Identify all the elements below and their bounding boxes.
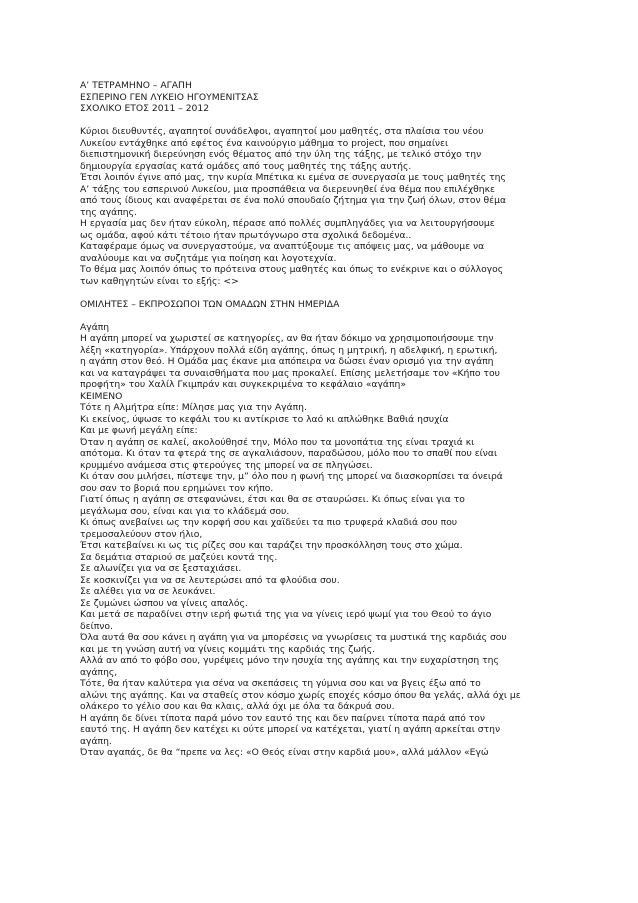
body-line: αγάπη. [80, 735, 112, 747]
body-line: σου σαν το βοριά που ερημώνει τον κήπο. [80, 482, 274, 494]
body-line: μεγάλωμα σου, είναι και για το κλάδεμά σου. [80, 505, 290, 517]
body-line: Όταν αγαπάς, δε θα “πρεπε να λες: «Ο Θεός είναι στην καρδιά μου», αλλά μάλλον «Εγώ [80, 747, 489, 758]
intro-line: από τους ίδιους και αναφέρεται σε ένα πολύ σπουδαίο ζήτημα για την ζωή όλων, στον θέμα [80, 195, 507, 206]
body-line: Κι όταν σου μιλήσει, πίστεψε την, μ” όλο που η φωνή της μπορεί να διασκορπίσει τα όνειρά [80, 471, 503, 482]
body-line: Και μετά σε παραδίνει στην ιερή φωτιά της για να γίνεις ιερό ψωμί για του Θεού το άγιο [80, 609, 492, 620]
body-line: κρυμμένο ανάμεσα στις φτερούγες της μπορεί να σε πληγώσει. [80, 459, 373, 471]
intro-line: των καθηγητών είναι το εξής: <> [80, 275, 239, 287]
document-header [80, 80, 560, 115]
body-line: λέξη «κατηγορία». Υπάρχουν πολλά είδη αγάπης, όπως η μητρική, η αδελφική, η ερωτική, [80, 344, 498, 356]
body-line: απότομα. Κι όταν τα φτερά της σε αγκαλιάσουν, παραδώσου, μόλο που το σπαθί που είναι [80, 448, 498, 459]
header-line: ΕΣΠΕΡΙΝΟ ΓΕΝ ΛΥΚΕΙΟ ΗΓΟΥΜΕΝΙΤΣΑΣ [80, 91, 259, 103]
intro-line: ως ομάδα, αφού κάτι τέτοιο ήταν πρωτόγνωρο στα σχολικά δεδομένα.. [80, 229, 412, 241]
body-line: προφήτη» του Χαλίλ Γκιμπράν και συγκεκριμένα το κεφάλαιο «αγάπη» [80, 379, 406, 390]
body-line: ΚΕΙΜΕΝΟ [80, 390, 123, 402]
intro-line: διεπιστημονική διερεύνηση ενός θέματος από την ύλη της τάξης, με τελικό στόχο την [80, 149, 482, 160]
body-line: Τότε, θα ήταν καλύτερα για σένα να σκεπάσεις τη γύμνια σου και να βγεις έξω από το [80, 678, 481, 689]
intro-line: Το θέμα μας λοιπόν όπως το πρότεινα στους μαθητές και όπως το ενέκρινε και ο σύλλογος [80, 264, 504, 275]
body-line: και με τη γνώση αυτή να γίνεις κομμάτι της καρδιάς της ζωής. [80, 643, 376, 655]
intro-line: Έτσι λοιπόν έγινε από μας, την κυρία Μπέτικα κι εμένα σε συνεργασία με τους μαθητές της [80, 172, 506, 183]
body-line: Σε κοσκινίζει για να σε λευτερώσει από τα φλούδια σου. [80, 574, 340, 586]
body-line: Σε αλωνίζει για να σε ξεσταχιάσει. [80, 563, 242, 574]
intro-line: Α’ τάξης του εσπερινού Λυκείου, μια προσπάθεια να διερευνηθεί ένα θέμα που επιλέχθηκε [80, 183, 495, 195]
body-line: Η αγάπη μπορεί να χωριστεί σε κατηγορίες, αν θα ήταν δόκιμο να χρησιμοποιήσουμε την [80, 333, 494, 344]
body-line: Αγάπη [80, 321, 110, 333]
intro-section [80, 126, 560, 287]
body-line: ολάκερο το γέλιο σου και θα κλαις, αλλά όχι με όλα τα δάκρυά σου. [80, 701, 395, 712]
body-line: Σε ζυμώνει ώσπου να γίνεις απαλός. [80, 597, 248, 609]
body-line: και να καταγράψει τα συναισθήματα που μας προκαλεί. Επίσης μελετήσαμε τον «Κήπο του [80, 367, 500, 379]
section-title: ΟΜΙΛΗΤΕΣ – ΕΚΠΡΟΣΩΠΟΙ ΤΩΝ ΟΜΑΔΩΝ ΣΤΗΝ ΗΜΕΡΙΔΑ [80, 298, 340, 310]
body-line: Κι όπως ανεβαίνει ως την κορφή σου και χαϊδεύει τα πιο τρυφερά κλαδιά σου που [80, 517, 458, 528]
body-line: Τότε η Αλμήτρα είπε: Μίλησε μας για την Αγάπη. [80, 402, 307, 413]
body-line: εαυτό της. Η αγάπη δεν κατέχει κι ούτε μπορεί να κατέχεται, γιατί η αγάπη αρκείται στην [80, 724, 501, 735]
body-line: Η αγάπη δε δίνει τίποτα παρά μόνο τον εαυτό της και δεν παίρνει τίποτα παρά από τον [80, 712, 486, 724]
body-line: αγάπης, [80, 666, 118, 678]
body-line: Αλλά αν από το φόβο σου, γυρέψεις μόνο την ησυχία της αγάπης και την ευχαρίστηση της [80, 655, 499, 666]
body-line: Έτσι κατεβαίνει κι ως τις ρίζες σου και ταράζει την προσκόλληση τους στο χώμα. [80, 540, 463, 551]
header-line: ΣΧΟΛΙΚΟ ΕΤΟΣ 2011 – 2012 [80, 103, 210, 114]
body-line: Όλα αυτά θα σου κάνει η αγάπη για να μπορέσεις να γνωρίσεις τα μυστικά της καρδιάς σου [80, 632, 507, 643]
body-line: Κι εκείνος, ύψωσε το κεφάλι του κι αντίκρισε το λαό κι απλώθηκε Βαθιά ησυχία [80, 413, 449, 425]
document-page [80, 80, 560, 759]
body-line: τρεμοσαλεύουν στον ήλιο, [80, 528, 203, 540]
body-line: Σα δεμάτια σταριού σε μαζεύει κοντά της. [80, 551, 278, 563]
header-line: Α’ ΤΕΤΡΑΜΗΝΟ – ΑΓΑΠΗ [80, 80, 192, 91]
intro-line: δημιουργία εργασίας κατά ομάδες από τους μαθητές της τάξης αυτής. [80, 160, 412, 172]
body-line: Γιατί όπως η αγάπη σε στεφανώνει, έτσι και θα σε σταυρώσει. Κι όπως είναι για το [80, 494, 465, 505]
intro-line: της αγάπης. [80, 206, 137, 218]
body-section [80, 322, 560, 759]
intro-line: Λυκείου εντάχθηκε από εφέτος ένα καινούργιο μάθημα το project, που σημαίνει [80, 137, 449, 149]
body-line: Όταν η αγάπη σε καλεί, ακολούθησέ την, Μόλο που τα μονοπάτια της είναι τραχιά κι [80, 436, 475, 448]
intro-line: αναλύουμε και να συζητάμε για ποίηση και λογοτεχνία. [80, 252, 337, 264]
body-line: αλώνι της αγάπης. Και να σταθείς στον κόσμο χωρίς εποχές κόσμο όπου θα γελάς, αλλά όχι με [80, 689, 521, 701]
body-line: η αγάπη στον θεό. Η Ομάδα μας έκανε μια απόπειρα να δώσει έναν ορισμό για την αγάπη [80, 356, 494, 367]
intro-line: Η εργασία μας δεν ήταν εύκολη, πέρασε από πολλές συμπληγάδες για να λειτουργήσουμε [80, 218, 495, 229]
body-line: δείπνο. [80, 620, 113, 632]
body-line: Σε αλέθει για να σε λευκάνει. [80, 586, 216, 597]
intro-line: Κύριοι διευθυντές, αγαπητοί συνάδελφοι, αγαπητοί μου μαθητές, στα πλαίσια του νέου [80, 126, 484, 137]
intro-line: Καταφέραμε όμως να συνεργαστούμε, να αναπτύξουμε τις απόψεις μας, να μάθουμε να [80, 241, 485, 252]
body-line: Και με φωνή μεγάλη είπε: [80, 425, 198, 436]
